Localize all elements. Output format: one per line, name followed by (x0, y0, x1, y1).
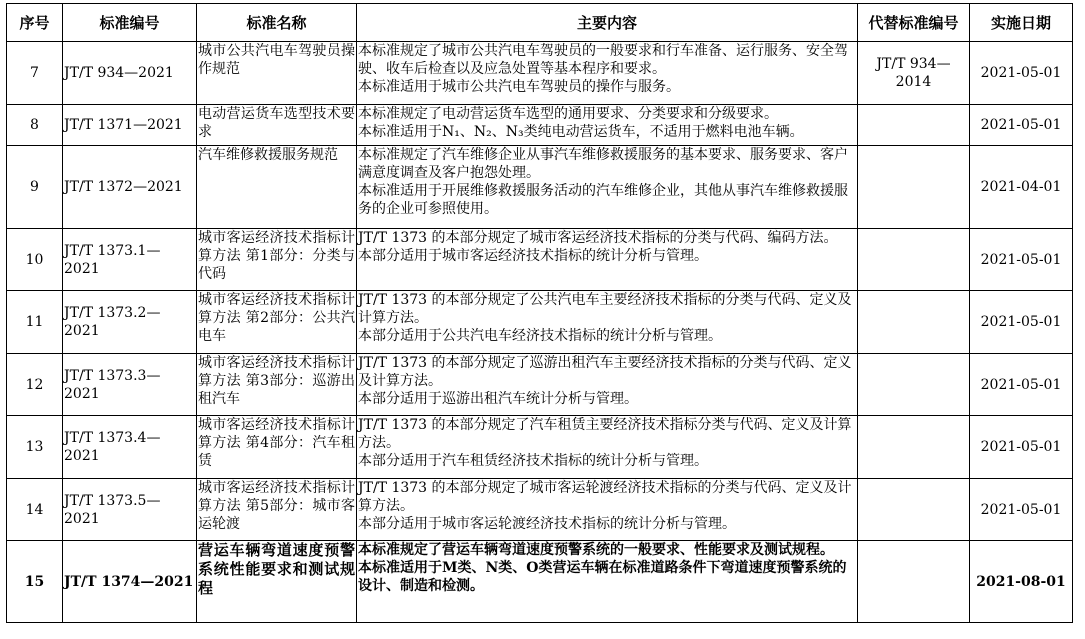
cell-name: 城市客运经济技术指标计算方法 第4部分：汽车租赁 (197, 416, 357, 479)
cell-date: 2021-05-01 (970, 416, 1073, 479)
table-row (7, 229, 1073, 291)
cell-content (357, 541, 858, 623)
header-replaces: 代替标准编号 (858, 4, 970, 42)
cell-content (357, 105, 858, 146)
cell-replaces (858, 354, 970, 416)
table-row (7, 146, 1073, 229)
header-date: 实施日期 (970, 4, 1073, 42)
content-paragraph: 本标准适用于开展维修救援服务活动的汽车维修企业，其他从事汽车维修救援服务的企业可参照使用。 (358, 183, 848, 217)
cell-code: JT/T 1374—2021 (63, 541, 197, 623)
table-row (7, 416, 1073, 479)
header-content: 主要内容 (357, 4, 858, 42)
cell-code: JT/T 1373.1—2021 (63, 229, 197, 291)
table-row (7, 541, 1073, 623)
content-paragraph: 本标准规定了汽车维修企业从事汽车维修救援服务的基本要求、服务要求、客户满意度调查及客户抱怨处理。 (358, 147, 848, 181)
content-paragraph: 本部分适用于汽车租赁经济技术指标的统计分析与管理。 (358, 453, 708, 469)
cell-content (357, 229, 858, 291)
cell-seq: 14 (7, 479, 63, 541)
cell-seq: 9 (7, 146, 63, 229)
content-paragraph: 本标准适用于N₁、N₂、N₃类纯电动营运货车，不适用于燃料电池车辆。 (358, 124, 804, 140)
cell-code: JT/T 1373.4—2021 (63, 416, 197, 479)
cell-date: 2021-05-01 (970, 479, 1073, 541)
content-paragraph: JT/T 1373 的本部分规定了城市客运轮渡经济技术指标的分类与代码、定义及计算方法。 (358, 480, 852, 514)
standards-table (6, 3, 1073, 623)
cell-content (357, 479, 858, 541)
cell-content (357, 416, 858, 479)
cell-seq: 15 (7, 541, 63, 623)
cell-name: 城市公共汽电车驾驶员操作规范 (197, 42, 357, 105)
content-paragraph: 本标准规定了电动营运货车选型的通用要求、分类要求和分级要求。 (358, 106, 778, 122)
content-paragraph: 本标准规定了城市公共汽电车驾驶员的一般要求和行车准备、运行服务、安全驾驶、收车后检查以及应急处置等基本程序和要求。 (358, 43, 848, 77)
content-paragraph: JT/T 1373 的本部分规定了公共汽电车主要经济技术指标的分类与代码、定义及计算方法。 (358, 292, 852, 326)
cell-seq: 13 (7, 416, 63, 479)
cell-code: JT/T 1373.3—2021 (63, 354, 197, 416)
table-row (7, 354, 1073, 416)
content-paragraph: 本标准适用于城市公共汽电车驾驶员的操作与服务。 (358, 79, 680, 95)
table-header (7, 4, 1073, 42)
cell-content (357, 146, 858, 229)
content-paragraph: JT/T 1373 的本部分规定了汽车租赁主要经济技术指标分类与代码、定义及计算方法。 (358, 417, 852, 451)
cell-name: 城市客运经济技术指标计算方法 第3部分：巡游出租汽车 (197, 354, 357, 416)
cell-replaces (858, 416, 970, 479)
header-seq: 序号 (7, 4, 63, 42)
table-body (7, 42, 1073, 623)
cell-code: JT/T 1372—2021 (63, 146, 197, 229)
cell-seq: 12 (7, 354, 63, 416)
cell-code: JT/T 1371—2021 (63, 105, 197, 146)
cell-name: 营运车辆弯道速度预警系统性能要求和测试规程 (197, 541, 357, 623)
table-row (7, 479, 1073, 541)
cell-date: 2021-05-01 (970, 229, 1073, 291)
cell-date: 2021-05-01 (970, 105, 1073, 146)
cell-code: JT/T 934—2021 (63, 42, 197, 105)
cell-replaces (858, 146, 970, 229)
cell-seq: 10 (7, 229, 63, 291)
cell-code: JT/T 1373.2—2021 (63, 291, 197, 354)
cell-content (357, 354, 858, 416)
cell-code: JT/T 1373.5—2021 (63, 479, 197, 541)
table-row (7, 42, 1073, 105)
cell-name: 城市客运经济技术指标计算方法 第5部分：城市客运轮渡 (197, 479, 357, 541)
content-paragraph: 本部分适用于城市客运经济技术指标的统计分析与管理。 (358, 248, 708, 264)
content-paragraph: JT/T 1373 的本部分规定了城市客运经济技术指标的分类与代码、编码方法。 (358, 230, 838, 246)
cell-date: 2021-08-01 (970, 541, 1073, 623)
header-name: 标准名称 (197, 4, 357, 42)
header-code: 标准编号 (63, 4, 197, 42)
cell-date: 2021-05-01 (970, 291, 1073, 354)
cell-replaces (858, 291, 970, 354)
header-row (7, 4, 1073, 42)
cell-content (357, 42, 858, 105)
cell-name: 城市客运经济技术指标计算方法 第2部分：公共汽电车 (197, 291, 357, 354)
cell-name: 电动营运货车选型技术要求 (197, 105, 357, 146)
cell-seq: 8 (7, 105, 63, 146)
cell-date: 2021-05-01 (970, 42, 1073, 105)
cell-content (357, 291, 858, 354)
cell-replaces (858, 105, 970, 146)
cell-seq: 7 (7, 42, 63, 105)
content-paragraph: 本部分适用于巡游出租汽车统计分析与管理。 (358, 391, 638, 407)
cell-replaces (858, 541, 970, 623)
cell-name: 城市客运经济技术指标计算方法 第1部分：分类与代码 (197, 229, 357, 291)
cell-replaces (858, 229, 970, 291)
cell-date: 2021-05-01 (970, 354, 1073, 416)
content-paragraph: 本部分适用于城市客运轮渡经济技术指标的统计分析与管理。 (358, 516, 736, 532)
cell-replaces: JT/T 934—2014 (858, 42, 970, 105)
content-paragraph: 本标准适用于M类、N类、O类营运车辆在标准道路条件下弯道速度预警系统的设计、制造和检测。 (358, 560, 847, 594)
content-paragraph: JT/T 1373 的本部分规定了巡游出租汽车主要经济技术指标的分类与代码、定义及计算方法。 (358, 355, 852, 389)
cell-date: 2021-04-01 (970, 146, 1073, 229)
table-row (7, 291, 1073, 354)
content-paragraph: 本部分适用于公共汽电车经济技术指标的统计分析与管理。 (358, 328, 722, 344)
cell-replaces (858, 479, 970, 541)
cell-seq: 11 (7, 291, 63, 354)
cell-name: 汽车维修救援服务规范 (197, 146, 357, 229)
table-row (7, 105, 1073, 146)
content-paragraph: 本标准规定了营运车辆弯道速度预警系统的一般要求、性能要求及测试规程。 (358, 542, 834, 558)
